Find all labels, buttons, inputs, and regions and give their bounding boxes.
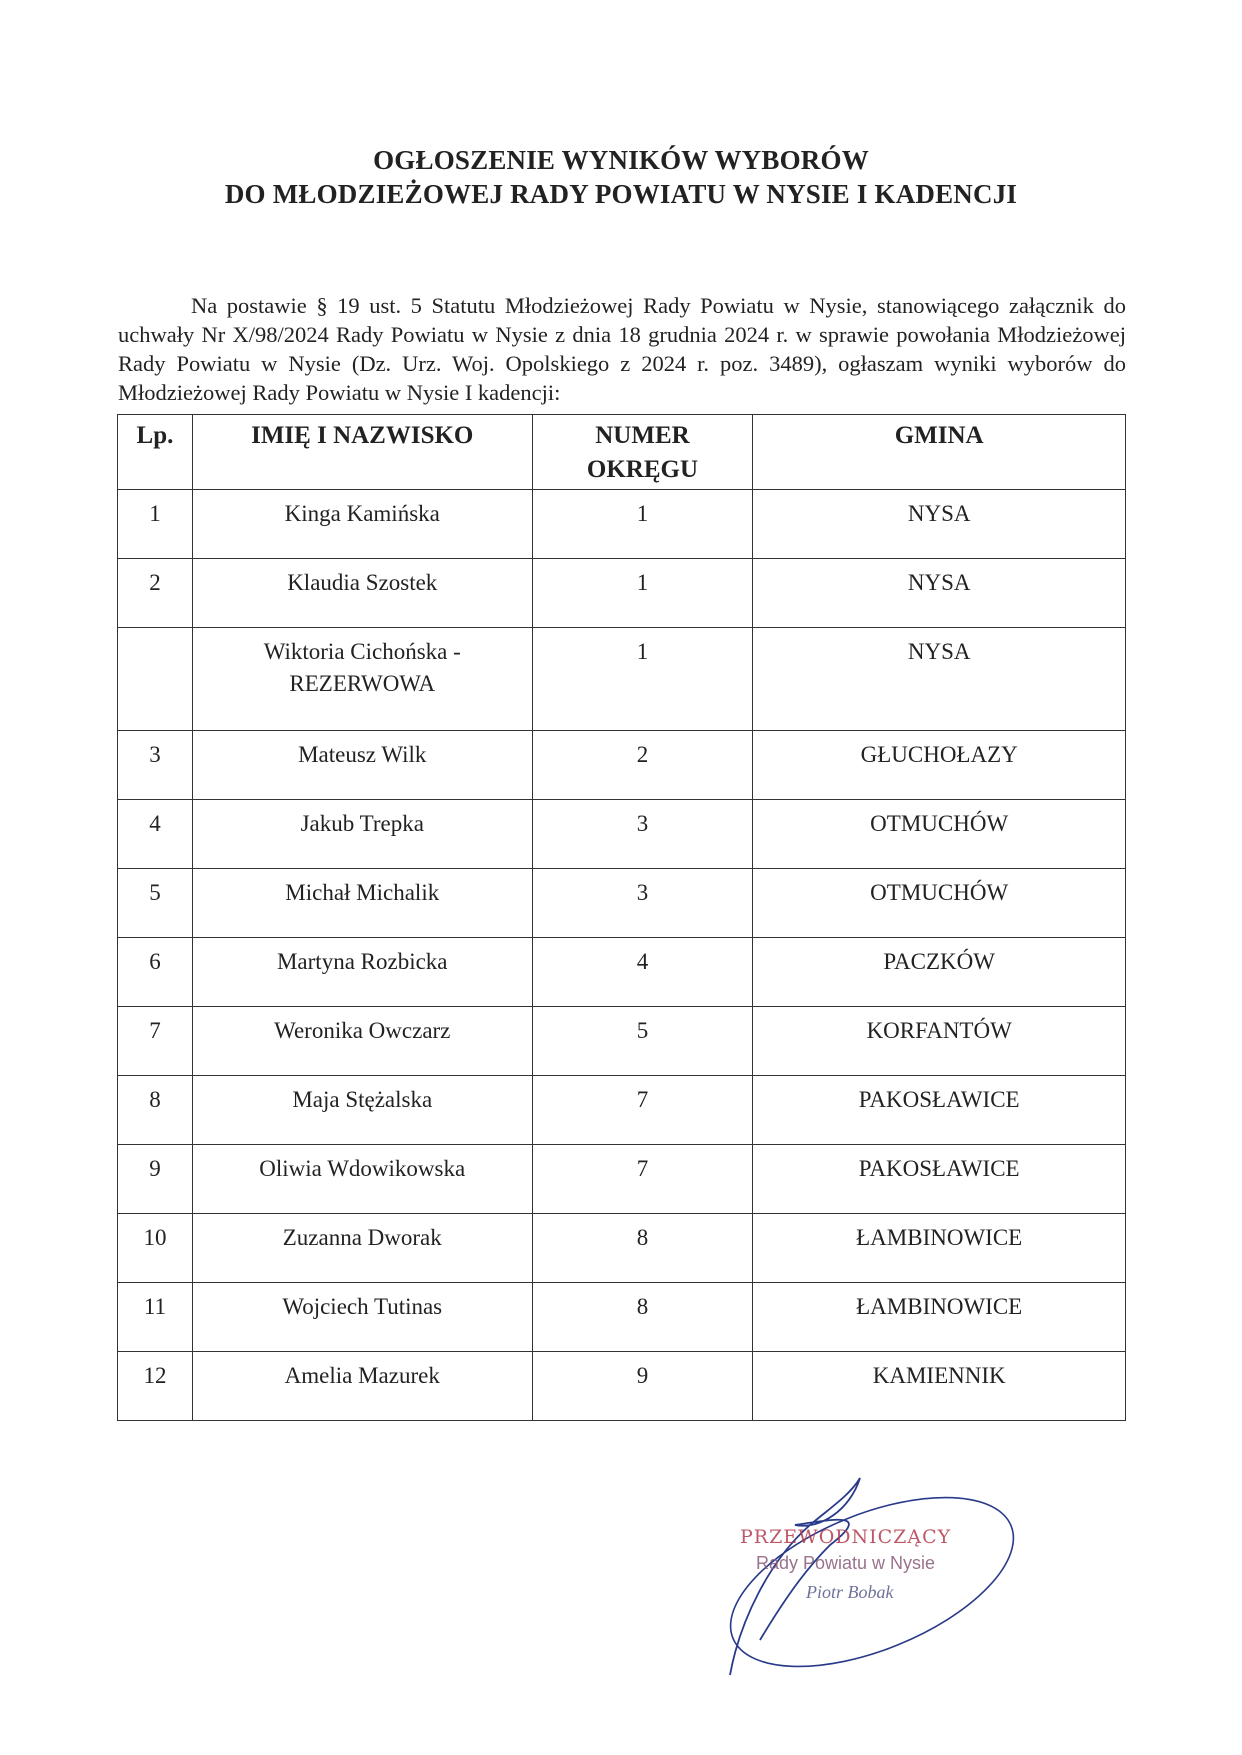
header-commune: GMINA <box>753 415 1126 490</box>
cell-district: 1 <box>532 490 753 559</box>
cell-name <box>192 490 532 559</box>
cell-name-line1: Zuzanna Dworak <box>282 1225 442 1250</box>
cell-lp: 3 <box>118 731 193 800</box>
cell-name <box>192 1214 532 1283</box>
cell-commune: KORFANTÓW <box>753 1007 1126 1076</box>
cell-district: 7 <box>532 1076 753 1145</box>
stamp-name: Piotr Bobak <box>806 1582 894 1602</box>
table-row <box>118 731 1126 800</box>
document-title-line2: DO MŁODZIEŻOWEJ RADY POWIATU W NYSIE I KADENCJI <box>224 179 1018 209</box>
cell-district: 3 <box>532 869 753 938</box>
cell-district: 4 <box>532 938 753 1007</box>
intro-paragraph <box>118 291 1126 407</box>
stamp-title: PRZEWODNICZĄCY <box>740 1526 952 1548</box>
cell-name <box>192 869 532 938</box>
cell-name <box>192 1145 532 1214</box>
cell-name-line1: Wojciech Tutinas <box>282 1294 443 1319</box>
cell-name-line1: Weronika Owczarz <box>274 1018 451 1043</box>
cell-commune: ŁAMBINOWICE <box>753 1283 1126 1352</box>
cell-name-line1: Mateusz Wilk <box>298 742 427 767</box>
cell-lp: 12 <box>118 1352 193 1421</box>
table-row <box>118 1283 1126 1352</box>
cell-name <box>192 1283 532 1352</box>
stamp-subtitle: Rady Powiatu w Nysie <box>756 1553 936 1573</box>
cell-district: 9 <box>532 1352 753 1421</box>
table-row <box>118 1214 1126 1283</box>
cell-name-line1: Michał Michalik <box>285 880 440 905</box>
cell-name-line1: Martyna Rozbicka <box>276 949 448 974</box>
cell-district: 1 <box>532 628 753 731</box>
cell-lp: 8 <box>118 1076 193 1145</box>
table-row <box>118 490 1126 559</box>
cell-commune: ŁAMBINOWICE <box>753 1214 1126 1283</box>
table-row <box>118 869 1126 938</box>
cell-lp: 6 <box>118 938 193 1007</box>
cell-commune: PAKOSŁAWICE <box>753 1145 1126 1214</box>
cell-name <box>192 731 532 800</box>
header-district-line1: NUMER <box>595 422 690 449</box>
results-table <box>117 414 1126 1421</box>
table-row <box>118 628 1126 731</box>
header-district <box>532 415 753 490</box>
cell-lp <box>118 628 193 731</box>
cell-commune: OTMUCHÓW <box>753 800 1126 869</box>
cell-commune: NYSA <box>753 490 1126 559</box>
cell-commune: KAMIENNIK <box>753 1352 1126 1421</box>
cell-district: 1 <box>532 559 753 628</box>
cell-district: 8 <box>532 1283 753 1352</box>
document-title-line1: OGŁOSZENIE WYNIKÓW WYBORÓW <box>373 145 869 175</box>
cell-commune: OTMUCHÓW <box>753 869 1126 938</box>
cell-lp: 9 <box>118 1145 193 1214</box>
cell-commune: NYSA <box>753 628 1126 731</box>
cell-name-line1: Kinga Kamińska <box>284 501 440 526</box>
table-row <box>118 800 1126 869</box>
table-row <box>118 938 1126 1007</box>
table-row <box>118 1007 1126 1076</box>
cell-name-line1: Maja Stężalska <box>292 1087 433 1112</box>
cell-name-line2: REZERWOWA <box>289 671 436 696</box>
cell-lp: 7 <box>118 1007 193 1076</box>
cell-name-line1: Amelia Mazurek <box>284 1363 440 1388</box>
cell-commune: PAKOSŁAWICE <box>753 1076 1126 1145</box>
cell-name-line1: Klaudia Szostek <box>287 570 438 595</box>
cell-lp: 10 <box>118 1214 193 1283</box>
cell-commune: PACZKÓW <box>753 938 1126 1007</box>
cell-lp: 2 <box>118 559 193 628</box>
cell-lp: 4 <box>118 800 193 869</box>
cell-name-line1: Jakub Trepka <box>300 811 424 836</box>
cell-commune: GŁUCHOŁAZY <box>753 731 1126 800</box>
table-row <box>118 1076 1126 1145</box>
cell-name <box>192 1076 532 1145</box>
intro-text: Na postawie § 19 ust. 5 Statutu Młodzieżowej Rady Powiatu w Nysie, stanowiącego załącznik do uchwały Nr X/98/2024 Rady Powiatu w Nysie z dnia 18 grudnia 2024 r. w sprawie powołania Młodzieżowej Rady Powiatu w Nysie (Dz. Urz. Woj. Opolskiego z 2024 r. poz. 3489), ogłaszam wyniki wyborów do Młodzieżowej Rady Powiatu w Nysie I kadencji: <box>118 292 1126 405</box>
cell-lp: 1 <box>118 490 193 559</box>
header-district-line2: OKRĘGU <box>586 456 699 483</box>
cell-name <box>192 938 532 1007</box>
cell-name <box>192 800 532 869</box>
header-lp: Lp. <box>118 415 193 490</box>
table-row <box>118 1145 1126 1214</box>
cell-district: 3 <box>532 800 753 869</box>
cell-name <box>192 1352 532 1421</box>
cell-district: 8 <box>532 1214 753 1283</box>
cell-district: 7 <box>532 1145 753 1214</box>
cell-name <box>192 1007 532 1076</box>
cell-name <box>192 559 532 628</box>
cell-district: 5 <box>532 1007 753 1076</box>
table-row <box>118 1352 1126 1421</box>
header-name: IMIĘ I NAZWISKO <box>192 415 532 490</box>
signature-scrawl <box>730 1478 860 1675</box>
cell-name <box>192 628 532 731</box>
cell-commune: NYSA <box>753 559 1126 628</box>
table-header-row <box>118 415 1126 490</box>
cell-name-line1: Wiktoria Cichońska - <box>263 639 461 664</box>
cell-lp: 11 <box>118 1283 193 1352</box>
cell-name-line1: Oliwia Wdowikowska <box>259 1156 466 1181</box>
table-row <box>118 559 1126 628</box>
cell-lp: 5 <box>118 869 193 938</box>
cell-district: 2 <box>532 731 753 800</box>
